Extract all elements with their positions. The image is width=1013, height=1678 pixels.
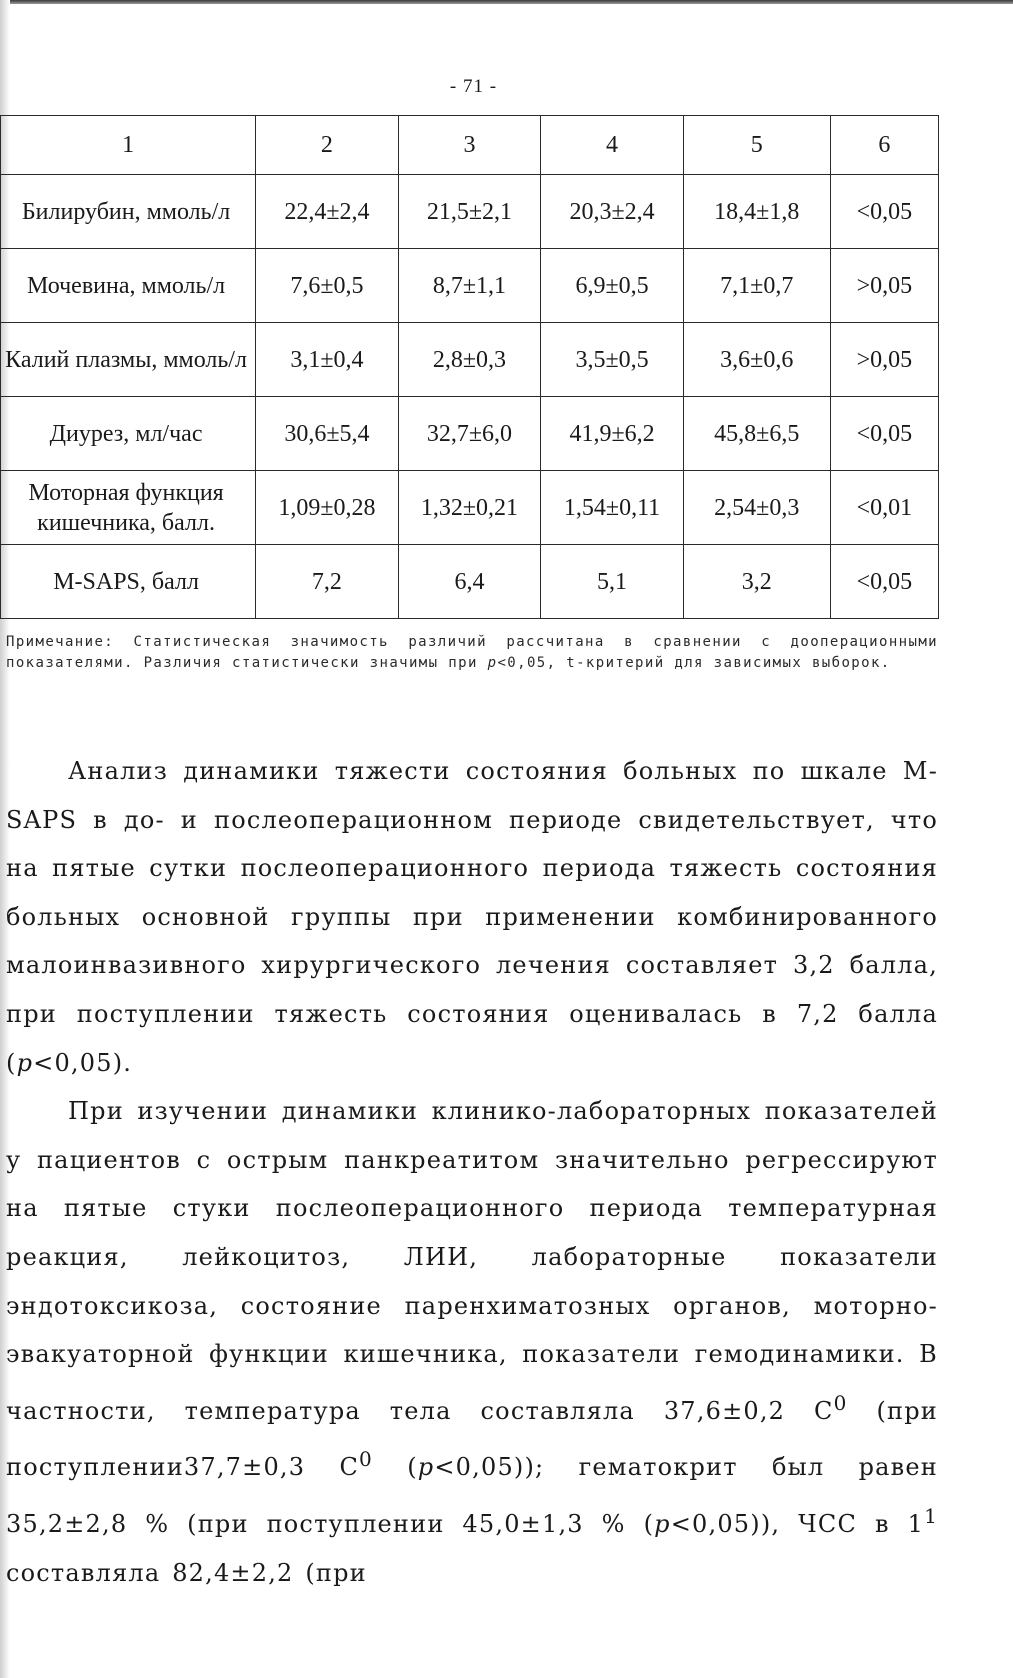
page-number: - 71 - (449, 76, 498, 97)
table-note (6, 632, 938, 674)
row-label: Диурез, мл/час (1, 397, 256, 471)
table-cell: 7,2 (256, 545, 399, 619)
table-cell: 1,32±0,21 (398, 471, 541, 545)
paragraph-2-text: ( (372, 1453, 418, 1482)
table-cell: 3,1±0,4 (256, 323, 399, 397)
p-symbol: p (417, 1453, 435, 1482)
data-table (0, 115, 939, 619)
table-cell: 5,1 (541, 545, 684, 619)
table-row (1, 175, 939, 249)
table-cell: 2,8±0,3 (398, 323, 541, 397)
table-header-cell: 5 (683, 116, 830, 175)
table-cell: 6,4 (398, 545, 541, 619)
table-cell: 3,2 (683, 545, 830, 619)
table-cell: 1,09±0,28 (256, 471, 399, 545)
table-row (1, 545, 939, 619)
p-symbol: p (16, 1048, 34, 1077)
note-text-end: <0,05, t-критерий для зависимых выборок. (497, 655, 891, 671)
p-symbol: p (654, 1509, 671, 1538)
table-cell: 20,3±2,4 (541, 175, 684, 249)
table-cell: 3,6±0,6 (683, 323, 830, 397)
body-text (6, 747, 938, 1597)
table-cell: 30,6±5,4 (256, 397, 399, 471)
table-cell: <0,05 (830, 397, 938, 471)
minute-superscript: 1 (924, 1503, 938, 1528)
table-cell: <0,05 (830, 175, 938, 249)
row-label: Калий плазмы, ммоль/л (1, 323, 256, 397)
table-cell: 21,5±2,1 (398, 175, 541, 249)
table-cell: 45,8±6,5 (683, 397, 830, 471)
table-header-cell: 4 (541, 116, 684, 175)
note-text: Примечание: Статистическая значимость различий рассчитана в сравнении с дооперационными показателями. Различия статистически значимы при (6, 634, 938, 671)
paragraph-1-text: Анализ динамики тяжести состояния больных по шкале M-SAPS в до- и послеоперационном периоде свидетельствует, что на пятые сутки послеоперационного периода тяжесть состояния больных основной группы при применении комбинированного малоинвазивного хирургического лечения составляет 3,2 балла, при поступлении тяжесть состояния оценивалась в 7,2 балла ( (6, 757, 938, 1077)
table-cell: 32,7±6,0 (398, 397, 541, 471)
table-cell: 18,4±1,8 (683, 175, 830, 249)
paragraph-2-text: <0,05)), ЧСС в 1 (670, 1509, 925, 1538)
table-cell: 6,9±0,5 (541, 249, 684, 323)
table-cell: 41,9±6,2 (541, 397, 684, 471)
paragraph-2-text: составляла 82,4±2,2 (при (6, 1558, 367, 1587)
table-row (1, 471, 939, 545)
table-header-cell: 3 (398, 116, 541, 175)
paragraph-2-text: (при поступлении37,7±0,3 С (6, 1396, 938, 1482)
table-cell: 1,54±0,11 (541, 471, 684, 545)
degree-superscript: 0 (359, 1447, 373, 1472)
paragraph-2-text: При изучении динамики клинико-лабораторных показателей у пациентов с острым панкреатитом значительно регрессируют на пятые стуки послеоперационного периода температурная реакция, лейкоцитоз, ЛИИ, лабораторные показатели эндотоксикоза, состояние паренхиматозных органов, моторно-эвакуаторной функции кишечника, показатели гемодинамики. В частности, температура тела составляла 37,6±0,2 С (6, 1097, 938, 1425)
table-cell: 7,1±0,7 (683, 249, 830, 323)
scan-edge-top (0, 0, 1013, 4)
row-label: Моторная функция кишечника, балл. (1, 471, 256, 545)
paragraph-1 (6, 747, 938, 1087)
table-cell: 3,5±0,5 (541, 323, 684, 397)
table-cell: >0,05 (830, 249, 938, 323)
table-header-cell: 6 (830, 116, 938, 175)
table-row (1, 323, 939, 397)
table-cell: <0,05 (830, 545, 938, 619)
table-cell: 7,6±0,5 (256, 249, 399, 323)
table-header-row (1, 116, 939, 175)
table-row (1, 249, 939, 323)
degree-superscript: 0 (833, 1390, 848, 1415)
note-p-symbol: p (487, 655, 498, 671)
table-cell: 2,54±0,3 (683, 471, 830, 545)
row-label: Билирубин, ммоль/л (1, 175, 256, 249)
row-label: M-SAPS, балл (1, 545, 256, 619)
paragraph-1-end: <0,05). (33, 1048, 133, 1077)
table-cell: >0,05 (830, 323, 938, 397)
paragraph-2 (6, 1087, 938, 1597)
table-cell: 8,7±1,1 (398, 249, 541, 323)
table-header-cell: 2 (256, 116, 399, 175)
paragraph-2-text: <0,05)); гематокрит был равен 35,2±2,8 % (при поступлении 45,0±1,3 % ( (6, 1453, 938, 1538)
table-row (1, 397, 939, 471)
row-label: Мочевина, ммоль/л (1, 249, 256, 323)
table-cell: 22,4±2,4 (256, 175, 399, 249)
table-header-cell: 1 (1, 116, 256, 175)
table-cell: <0,01 (830, 471, 938, 545)
